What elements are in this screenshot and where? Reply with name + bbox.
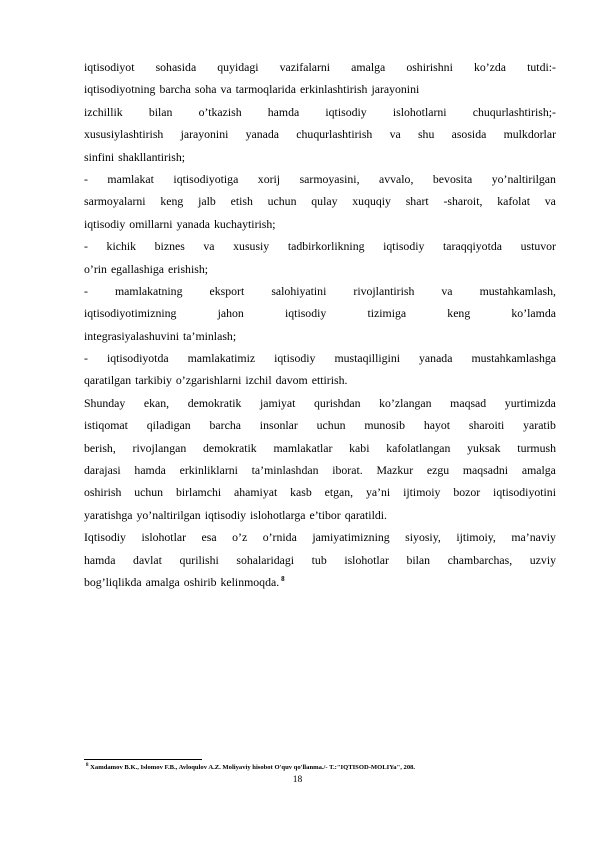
text-line	[84, 325, 556, 347]
word: xorij	[257, 171, 281, 186]
word: iqtisodiyot	[84, 60, 135, 74]
word: integrasiyalashuvini	[84, 328, 180, 343]
word: yanada	[419, 351, 453, 366]
word: sohalaridagi	[236, 552, 295, 567]
word: xususiy	[233, 239, 270, 254]
word: iqtisodiyotda	[106, 351, 169, 366]
word: Shunday	[84, 395, 126, 410]
word: oshirishni	[406, 60, 453, 74]
footnote	[84, 764, 415, 771]
word: hamda	[267, 104, 300, 119]
text-line	[84, 78, 556, 100]
word: o’z	[232, 530, 248, 545]
word: vazifalarni	[279, 60, 331, 74]
word: shart	[405, 194, 429, 209]
text-line	[84, 571, 556, 593]
word: mustahkamlashga	[471, 351, 556, 366]
word: qaratilgan	[84, 373, 132, 388]
word: yurtimizda	[504, 395, 556, 410]
text-line	[84, 392, 556, 414]
word: siyosiy,	[405, 530, 441, 545]
word: qaratildi.	[344, 507, 387, 522]
word: bozor	[453, 485, 481, 500]
word: istiqomat	[84, 418, 128, 433]
word: insonlar	[259, 418, 298, 433]
word: bilan	[406, 552, 431, 567]
word: va	[544, 194, 556, 209]
text-line	[84, 549, 556, 571]
word: uchun	[316, 418, 346, 433]
word: rivojlangan	[132, 440, 187, 455]
text-line	[84, 504, 556, 526]
word: sohasida	[155, 60, 197, 74]
word: o’rin	[84, 261, 107, 276]
word: ko’zlangan	[379, 395, 432, 410]
word: maqsad	[450, 395, 487, 410]
word: ta’minlashdan	[251, 463, 319, 478]
word: erishish;	[168, 261, 208, 276]
word: ko’zda	[473, 60, 507, 74]
word: kafolat	[497, 194, 530, 209]
word: avvalo,	[379, 171, 414, 186]
word: -sharoit,	[443, 194, 483, 209]
text-line	[84, 414, 556, 436]
word: eksport	[209, 283, 245, 298]
word: uzviy	[529, 552, 556, 567]
word: demokratik	[202, 440, 257, 455]
word: kabi	[349, 440, 370, 455]
word: iqtisodiy	[325, 104, 367, 119]
word: jamiyat	[260, 395, 296, 410]
word: hayot	[423, 418, 451, 433]
word: mamlakatning	[114, 283, 183, 298]
text-line	[84, 213, 556, 235]
word: jarayonini	[180, 127, 229, 142]
word: uchun	[267, 194, 297, 209]
word: iqtisodiy	[84, 216, 126, 231]
word: demokratik	[187, 395, 242, 410]
text-line	[84, 235, 556, 257]
text-line	[84, 168, 556, 190]
word: izchillik	[84, 104, 123, 119]
word: bilan	[148, 104, 173, 119]
word: oshirib	[183, 574, 217, 589]
text-line	[84, 56, 556, 78]
word: ijtimoiy	[403, 485, 441, 500]
word: tarmoqlarida	[235, 82, 296, 97]
word: rivojlantirish	[353, 283, 415, 298]
word: darajasi	[84, 463, 121, 478]
word: jamiyatimizning	[312, 530, 390, 545]
word: o’rnida	[262, 530, 297, 545]
word: ezgu	[426, 463, 450, 478]
word: tizimiga	[367, 306, 407, 321]
word: ma’naviy	[511, 530, 556, 545]
text-line	[84, 258, 556, 280]
word: keng	[447, 306, 471, 321]
word: islohotlarni	[392, 104, 447, 119]
word: chuqurlashtirish;-	[472, 104, 556, 119]
text-line	[84, 526, 556, 548]
text-line	[84, 481, 556, 503]
word: salohiyatini	[271, 283, 327, 298]
word: turmush	[517, 440, 556, 455]
word: islohotlarga	[250, 507, 306, 522]
word: tarkibiy	[135, 373, 172, 388]
word: va	[389, 127, 401, 142]
word: -	[84, 351, 88, 366]
word: mustaqilligini	[334, 351, 400, 366]
word: mamlakatlar	[273, 440, 333, 455]
text-line	[84, 347, 556, 369]
word: etgan,	[324, 485, 354, 500]
word: ahamiyat	[234, 485, 278, 500]
footnote-reference: 8	[281, 575, 285, 584]
word: ustuvor	[520, 239, 556, 254]
word: -	[84, 171, 88, 186]
word: amalga	[145, 574, 180, 589]
word: yo’naltirilgan	[136, 507, 201, 522]
word: asosida	[451, 127, 487, 142]
word: sinfini	[84, 149, 115, 164]
word: va	[441, 283, 453, 298]
word: va	[203, 239, 215, 254]
word: -	[84, 283, 88, 298]
word: kasb	[290, 485, 312, 500]
word: ijtimoiy,	[456, 530, 496, 545]
word: tub	[311, 552, 327, 567]
word: islohotlar	[141, 530, 187, 545]
word: yanada	[176, 216, 210, 231]
word: ekan,	[143, 395, 170, 410]
word: davlat	[133, 552, 162, 567]
word: davom	[275, 373, 308, 388]
word: mamlakat	[107, 171, 154, 186]
word: kichik	[106, 239, 137, 254]
word: ta’minlash;	[183, 328, 237, 343]
word: qurilishi	[179, 552, 219, 567]
word: uchun	[134, 485, 164, 500]
word: shu	[417, 127, 435, 142]
word: o’tkazish	[198, 104, 242, 119]
word: barcha	[159, 82, 191, 97]
word: -	[84, 239, 88, 254]
text-line	[84, 369, 556, 391]
word: shakllantirish;	[118, 149, 185, 164]
word: qurishdan	[314, 395, 361, 410]
word: kelinmoqda. $^8$	[220, 574, 285, 589]
word: keng	[160, 194, 184, 209]
word: omillarni	[129, 216, 173, 231]
word: Iqtisodiy	[84, 530, 126, 545]
footnote-marker: 8	[86, 762, 89, 768]
word: sarmoyasini,	[299, 171, 360, 186]
word: kafolatlangan	[386, 440, 451, 455]
word: iqtisodiy	[274, 351, 316, 366]
text-line	[84, 101, 556, 123]
word: soha	[194, 82, 217, 97]
word: yuksak	[467, 440, 501, 455]
word: iqtisodiy	[383, 239, 425, 254]
word: va	[220, 82, 232, 97]
word: erkinliklarni	[179, 463, 238, 478]
word: biznes	[154, 239, 185, 254]
word: izchil	[245, 373, 272, 388]
word: sharoiti	[468, 418, 505, 433]
text-line	[84, 437, 556, 459]
footnote-separator	[84, 759, 202, 760]
word: chambarchas,	[447, 552, 513, 567]
word: oshirish	[84, 485, 122, 500]
word: etish	[230, 194, 253, 209]
word: hamda	[84, 552, 116, 567]
text-line	[84, 280, 556, 302]
word: birlamchi	[175, 485, 222, 500]
word: e’tibor	[309, 507, 341, 522]
footnote-text: Xamdamov B.K., Islomov F.B., Avloqulov A.Z. Moliyaviy hisobot O'quv qo'llanma./- T.:"IQTISOD-MOLIYa", 208.	[90, 764, 416, 771]
word: tutdi:-	[527, 60, 556, 74]
text-line	[84, 302, 556, 324]
word: xuquqiy	[352, 194, 391, 209]
word: maqsadni	[462, 463, 509, 478]
word: quyidagi	[217, 60, 259, 74]
word: qiladigan	[146, 418, 191, 433]
text-line	[84, 123, 556, 145]
word: iqtisodiyotimizning	[84, 306, 177, 321]
word: qulay	[311, 194, 338, 209]
word: yaratishga	[84, 507, 133, 522]
word: iborat.	[332, 463, 363, 478]
word: o’zgarishlarni	[175, 373, 242, 388]
word: iqtisodiyotiga	[173, 171, 239, 186]
word: iqtisodiy	[284, 306, 327, 321]
body-text	[84, 56, 556, 593]
word: ko’lamda	[511, 306, 556, 321]
word: mulkdorlar	[503, 127, 556, 142]
word: yo’naltirilgan	[491, 171, 556, 186]
word: amalga	[521, 463, 556, 478]
word: esa	[201, 530, 217, 545]
word: ettirish.	[311, 373, 348, 388]
word: hamda	[134, 463, 166, 478]
word: jarayonini	[371, 82, 420, 97]
word: bog’liqlikda	[84, 574, 142, 589]
word: islohotlar	[344, 552, 389, 567]
word: Mazkur	[376, 463, 414, 478]
word: yanada	[245, 127, 280, 142]
text-line	[84, 459, 556, 481]
word: barcha	[209, 418, 241, 433]
word: yaratib	[523, 418, 556, 433]
text-line	[84, 146, 556, 168]
word: sarmoyalarni	[84, 194, 146, 209]
word: jalb	[198, 194, 216, 209]
word: erkinlashtirish	[299, 82, 368, 97]
word: iqtisodiyotini	[493, 485, 556, 500]
word: xususiylashtirish	[84, 127, 164, 142]
word: tadbirkorlikning	[287, 239, 365, 254]
word: kuchaytirish;	[213, 216, 276, 231]
word: amalga	[351, 60, 386, 74]
page-number: 18	[292, 775, 303, 785]
text-line	[84, 190, 556, 212]
word: berish,	[84, 440, 116, 455]
word: mustahkamlash,	[479, 283, 556, 298]
word: iqtisodiyotning	[84, 82, 156, 97]
word: iqtisodiy	[204, 507, 246, 522]
word: ya’ni	[365, 485, 391, 500]
word: munosib	[364, 418, 405, 433]
word: chuqurlashtirish	[296, 127, 373, 142]
word: egallashiga	[110, 261, 165, 276]
word: jahon	[217, 306, 244, 321]
word: taraqqiyotda	[443, 239, 502, 254]
word: mamlakatimiz	[187, 351, 256, 366]
word: bevosita	[432, 171, 473, 186]
